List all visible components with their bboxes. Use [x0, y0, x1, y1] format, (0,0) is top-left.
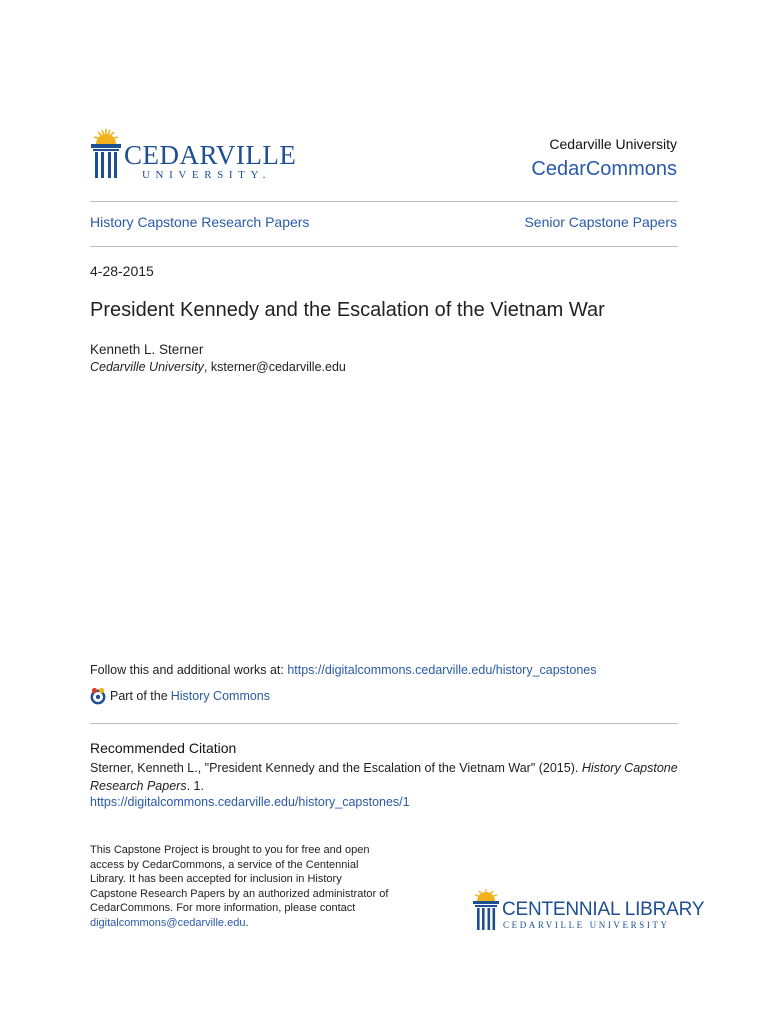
citation-text — [90, 759, 680, 795]
citation-heading: Recommended Citation — [90, 740, 237, 756]
author-name: Kenneth L. Sterner — [90, 342, 204, 357]
author-email: ksterner@cedarville.edu — [210, 360, 346, 374]
affiliation-separator: , — [203, 360, 211, 374]
affiliation-name: Cedarville University — [90, 360, 204, 374]
network-commons-icon — [90, 687, 106, 705]
series-link[interactable]: History Capstone Research Papers — [90, 214, 310, 230]
citation-url-link[interactable]: https://digitalcommons.cedarville.edu/history_capstones/1 — [90, 795, 410, 809]
citation-end: . 1. — [186, 779, 204, 793]
citation-plain: Sterner, Kenneth L., "President Kennedy and the Escalation of the Vietnam War" (2015). — [90, 761, 582, 775]
repository-link[interactable]: CedarCommons — [531, 158, 677, 180]
paper-title: President Kennedy and the Escalation of the Vietnam War — [90, 299, 605, 321]
library-wordmark: CENTENNIAL LIBRARY — [502, 899, 705, 920]
paper-date: 4-28-2015 — [90, 263, 154, 279]
follow-line — [90, 663, 597, 677]
divider — [90, 723, 678, 724]
collection-link[interactable]: Senior Capstone Papers — [524, 214, 677, 230]
logo-subtitle: UNIVERSITY. — [142, 169, 271, 181]
contact-email-link[interactable]: digitalcommons@cedarville.edu — [90, 916, 246, 929]
author-affiliation — [90, 360, 346, 374]
library-subtitle: CEDARVILLE UNIVERSITY — [503, 920, 670, 930]
access-notice — [90, 843, 390, 931]
notice-text: This Capstone Project is brought to you for free and open access by CedarCommons, a service of the Centennial Library. It has been accepted for inclusion in History Capstone Research Papers by an authorized administrator of CedarCommons. For more information, please contact — [90, 844, 389, 915]
history-commons-link[interactable]: History Commons — [170, 689, 271, 703]
citation-series: History Capstone Research Papers — [90, 761, 678, 793]
centennial-library-pillar-icon — [472, 888, 500, 934]
logo-wordmark: CEDARVILLE — [124, 140, 297, 170]
divider — [90, 201, 678, 202]
divider — [90, 246, 678, 247]
collection-url-link[interactable]: https://digitalcommons.cedarville.edu/history_capstones — [287, 663, 597, 677]
notice-end: . — [245, 916, 249, 929]
follow-prefix: Follow this and additional works at: — [90, 663, 288, 677]
part-of-line — [90, 687, 270, 705]
institution-name: Cedarville University — [549, 136, 677, 152]
part-of-prefix: Part of the — [110, 689, 168, 703]
